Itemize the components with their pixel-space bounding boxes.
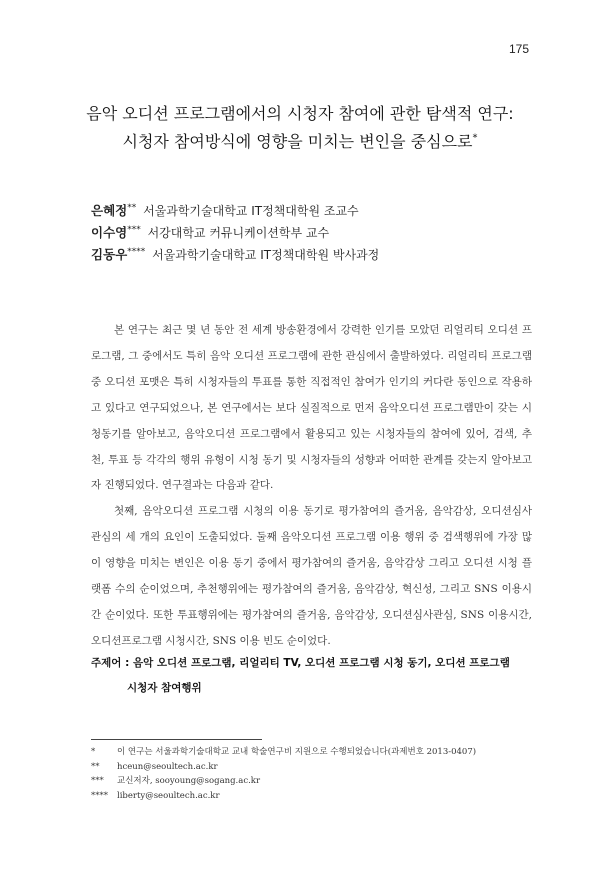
footnote [91, 789, 532, 804]
abstract [91, 318, 532, 655]
page-number: 175 [509, 42, 530, 56]
abstract-paragraph-2: 첫째, 음악오디션 프로그램 시청의 이용 동기로 평가참여의 즐거움, 음악감상, 오디션심사 관심의 세 개의 요인이 도출되었다. 둘째 음악오디션 프로그램 이용 행위 중 검색행위에 가장 많이 영향을 미치는 변인은 이용 동기 중에서 평가참여의 즐거움, 음악감상 그리고 오디션 시청 플랫폼 수의 순이었으며, 추천행위에는 평가참여의 즐거움, 음악감상, 혁신성, 그리고 SNS 이용시간 순이었다. 또한 투표행위에는 평가참여의 즐거움, 음악감상, 오디션심사관심, SNS 이용시간, 오디션프로그램 시청시간, SNS 이용 빈도 순이었다. [91, 505, 532, 647]
paper-title-line-1: 음악 오디션 프로그램에서의 시청자 참여에 관한 탐색적 연구: [86, 104, 514, 123]
keywords-text-1: 음악 오디션 프로그램, 리얼리티 TV, 오디션 프로그램 시청 동기, 오디션 프로그램 [132, 657, 510, 669]
title-footnote-mark: * [472, 132, 478, 144]
abstract-paragraph-1: 본 연구는 최근 몇 년 동안 전 세계 방송환경에서 강력한 인기를 모았던 리얼리티 오디션 프로그램, 그 중에서도 특히 음악 오디션 프로그램에 관한 관심에서 출발하였다. 리얼리티 프로그램중 오디션 포맷은 특히 시청자들의 투표를 통한 직접적인 참여가 인기의 커다란 동인으로 작용하고 있다고 연구되었으나, 본 연구에서는 보다 실질적으로 먼저 음악오디션 프로그램만이 갖는 시청동기를 알아보고, 음악오디션 프로그램에서 활용되고 있는 시청자들의 참여에 있어, 검색, 추천, 투표 등 각각의 행위 유형이 시청 동기 및 시청자들의 성향과 어떠한 관계를 갖는지 알아보고자 진행되었다. 연구결과는 다음과 같다. [91, 324, 532, 492]
footnote-mark: * [91, 747, 96, 757]
keywords-label: 주제어 : [91, 657, 130, 669]
footnote [91, 774, 532, 789]
author-name: 김동우 [91, 247, 128, 262]
footnote-divider [91, 739, 262, 740]
footnotes [91, 745, 532, 803]
author-entry [91, 222, 379, 244]
footnote-mark: **** [91, 790, 108, 801]
author-footnote-mark: **** [127, 247, 146, 257]
author-affiliation: 서강대학교 커뮤니케이션학부 교수 [147, 226, 330, 240]
author-footnote-mark: *** [127, 225, 141, 235]
footnote [91, 760, 532, 775]
footnote-mark: *** [91, 776, 104, 786]
author-name: 은혜정 [91, 203, 128, 218]
footnote-mark: ** [91, 761, 100, 772]
keywords [91, 651, 532, 701]
author-entry [91, 200, 379, 222]
author-footnote-mark: ** [127, 203, 137, 213]
paper-title-line-2-text: 시청자 참여방식에 영향을 미치는 변인을 중심으로 [122, 132, 473, 151]
paper-title-line-2 [60, 132, 540, 152]
footnote-text: hceun@seoultech.ac.kr [117, 761, 218, 772]
footnote [91, 745, 532, 760]
author-list [91, 200, 379, 266]
author-affiliation: 서울과학기술대학교 IT정책대학원 조교수 [143, 204, 359, 218]
footnote-text: 이 연구는 서울과학기술대학교 교내 학술연구비 지원으로 수행되었습니다(과제번호 2013-0407) [117, 747, 477, 757]
author-entry [91, 244, 379, 266]
footnote-text: liberty@seoultech.ac.kr [117, 790, 220, 801]
author-name: 이수영 [91, 225, 128, 240]
keywords-line-2: 시청자 참여행위 [127, 682, 202, 694]
keywords-line-1 [91, 651, 532, 676]
footnote-text: 교신저자, sooyoung@sogang.ac.kr [117, 776, 261, 786]
author-affiliation: 서울과학기술대학교 IT정책대학원 박사과정 [152, 248, 380, 262]
